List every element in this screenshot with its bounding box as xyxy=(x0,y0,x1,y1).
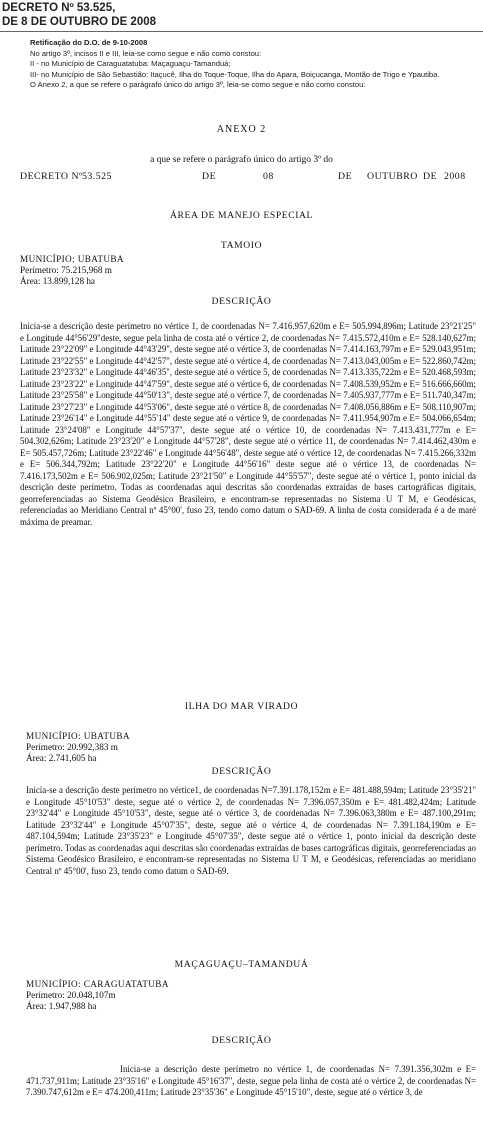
description-text: Inicia-se a descrição deste perímetro no vértice 1, de coordenadas N= 7.416.957,620m e E= 505.994,896m; Latitude 23°21'25" e Longitude 44°56'29"deste, segue pela linha de costa até o vértice 2, de coordenadas N= 7.415.572,410m e E= 528.140,627m; Latitude 23°22'09" e Longitude 44°43'29", deste segue até o vértice 3, de coordenadas N= 7.414.163,797m e E= 529.043,951m; Latitude 23°22'55" e Longitude 44°42'57", deste segue até o vértice 4, de coordenadas N= 7.413.043,005m e E= 522.860,742m; Latitude 23°23'32" e Longitude 44°46'35", deste segue até o vértice 5, de coordenadas N= 7.413.335,722m e E= 520.468,593m; Latitude 23°23'22" e Longitude 44°47'59", deste segue até o vértice 6, de coordenadas N= 7.408.539,952m e E= 516.666,660m; Latitude 23°25'58" e Longitude 44°50'13", deste segue até o vértice 7, de coordenadas N= 7.405.937,777m e E= 511.740,347m; Latitude 23°27'23" e Longitude 44°53'06", deste segue até o vértice 8, de coordenadas N= 7.408.056,886m e E= 508.110,907m; Latitude 23°26'14" e Longitude 44°55'14" deste segue até o vértice 9, de coordenadas N= 7.411.954,907m e E= 504.066,654m; Latitude 23°24'08" e Longitude 44°57'37", deste segue até o vértice 10, de coordenadas N= 7.413.431,777m e E= 504.302,626m; Latitude 23°23'20" e Longitude 44°57'28", deste segue até o vértice 11, de coordenadas N= 7.414.462,430m e E= 505.457,726m; Latitude 23°22'46" e Longitude 44°56'48", deste segue até o vértice 12, de coordenadas N= 7.415.266,332m e E= 506.344,792m; Latitude 23°22'20" e Longitude 44°56'16" deste segue até o vértice 13, de coordenadas N= 7.416.173,502m e E= 506.902,025m; Latitude 23°21'50" e Longitude 44°55'57", deste segue até o vértice 1, ponto inicial da descrição deste perímetro. Todas as coordenadas aqui descritas são coordenadas extraídas de bases cartográficas digitais, georreferenciadas ao Sistema Geodésico Brasileiro, e encontram-se representadas no Sistema U T M, e Geodésicas, referenciadas ao Meridiano Central nº 45°00', fuso 23, tendo como datum o SAD-69. A linha de costa considerada é a de maré máxima de preamar. xyxy=(20,321,476,527)
area: Área: 1.947,988 ha xyxy=(26,1001,97,1011)
area-title: ÁREA DE MANEJO ESPECIAL xyxy=(169,210,314,221)
area: Área: 2.741,605 ha xyxy=(26,753,97,763)
decree-reference-line xyxy=(20,171,475,185)
descricao-label: DESCRIÇÃO xyxy=(211,296,272,307)
section-info xyxy=(26,731,326,764)
municipio: MUNICÍPIO: UBATUBA xyxy=(20,254,124,264)
decree-title: DECRETO Nº 53.525, xyxy=(2,2,116,14)
retificacao-line: No artigo 3º, incisos II e III, leia-se como segue e não como constou: xyxy=(30,48,262,58)
decree-header xyxy=(2,1,480,29)
description-text: Inicia-se a descrição deste perímetro no vértice 1, de coordenadas N= 7.391.356,302m e E= 471.737,911m; Latitude 23°35'16" e Longitude 45°16'37", deste, segue pela linha de costa até o vértice 2, de coordenadas N= 7.390.747,612m e E= 474.200,411m; Latitude 23°35'36" e Longitude 45°15'10", deste, segue até o vértice 3, de xyxy=(26,1064,476,1097)
descricao-label: DESCRIÇÃO xyxy=(211,766,272,777)
decree-number: 53.525 xyxy=(82,171,112,182)
area: Área: 13.899,128 ha xyxy=(20,276,96,286)
retificacao-title: Retificação do D.O. de 9-10-2008 xyxy=(30,38,148,47)
decree-de: DE xyxy=(202,171,217,182)
section-name: ILHA DO MAR VIRADO xyxy=(184,701,299,712)
section-description xyxy=(20,321,476,528)
decree-year: 2008 xyxy=(444,171,466,182)
description-text: Inicia-se a descrição deste perímetro no vértice1, de coordenadas N=7.391.178,152m e E= 481.488,594m; Latitude 23°35'21" e Longitude 45°10'53" deste, segue até o vértice 2, de coordenadas N= 7.396.057,350m e E= 481.482,424m; Latitude 23°32'44" e Longitude 45°10'53", deste, segue até o vértice 3, de coordenadas N= 7.396.063,380m e E= 487.100,291m; Latitude 23°32'44" e Longitude 45°07'35", deste, segue até o vértice 4, de coordenadas N= 7.391.184,190m e E= 487.104,594m; Latitude 23°35'23" e Longitude 45°07'35", deste segue até o vértice 1, ponto inicial da descrição deste perímetro. Todas as coordenadas aqui descritas são coordenadas extraídas de bases cartográficas digitais, georreferenciadas ao Sistema Geodésico Brasileiro, e encontram-se representadas no Sistema U T M, e Geodésicas, referenciadas ao meridiano Central nº 45°00', fuso 23, tendo como datum o SAD-69. xyxy=(26,785,476,876)
section-info xyxy=(26,979,326,1012)
section-name: MAÇAGUAÇU–TAMANDUÁ xyxy=(174,959,309,970)
anexo-title: ANEXO 2 xyxy=(216,124,267,135)
decree-de: DE xyxy=(423,171,438,182)
decree-label: DECRETO Nº xyxy=(20,171,83,182)
retificacao-line: II - no Município de Caraguatatuba: Maçaguaçu-Tamanduá; xyxy=(30,59,231,69)
decree-day: 08 xyxy=(263,171,274,182)
section-description xyxy=(26,785,476,877)
decree-date: DE 8 DE OUTUBRO DE 2008 xyxy=(2,16,157,28)
municipio: MUNICÍPIO: UBATUBA xyxy=(26,731,130,741)
section-name: TAMOIO xyxy=(220,240,263,251)
retificacao-block xyxy=(0,38,480,91)
decree-month: OUTUBRO xyxy=(367,171,418,182)
perimetro: Perímetro: 75.215,968 m xyxy=(20,265,112,275)
anexo-subtitle: a que se refere o parágrafo único do artigo 3º do xyxy=(150,155,333,165)
perimetro: Perímetro: 20.992,383 m xyxy=(26,742,118,752)
retificacao-line: III- no Município de São Sebastião: Itaçucê, Ilha do Toque-Toque, Ilha do Apara, Boiçucanga, Montão de Trigo e Ypautiba. xyxy=(30,69,440,79)
header-divider xyxy=(0,31,483,32)
municipio: MUNICÍPIO: CARAGUATATUBA xyxy=(26,979,169,989)
perimetro: Perímetro: 20.048,107m xyxy=(26,990,116,1000)
section-description xyxy=(26,1064,476,1099)
section-info xyxy=(20,254,320,287)
descricao-label: DESCRIÇÃO xyxy=(211,1035,272,1046)
decree-de: DE xyxy=(338,171,353,182)
retificacao-line: O Anexo 2, a que se refere o parágrafo único do artigo 3º, leia-se como segue e não como constou: xyxy=(30,80,366,90)
